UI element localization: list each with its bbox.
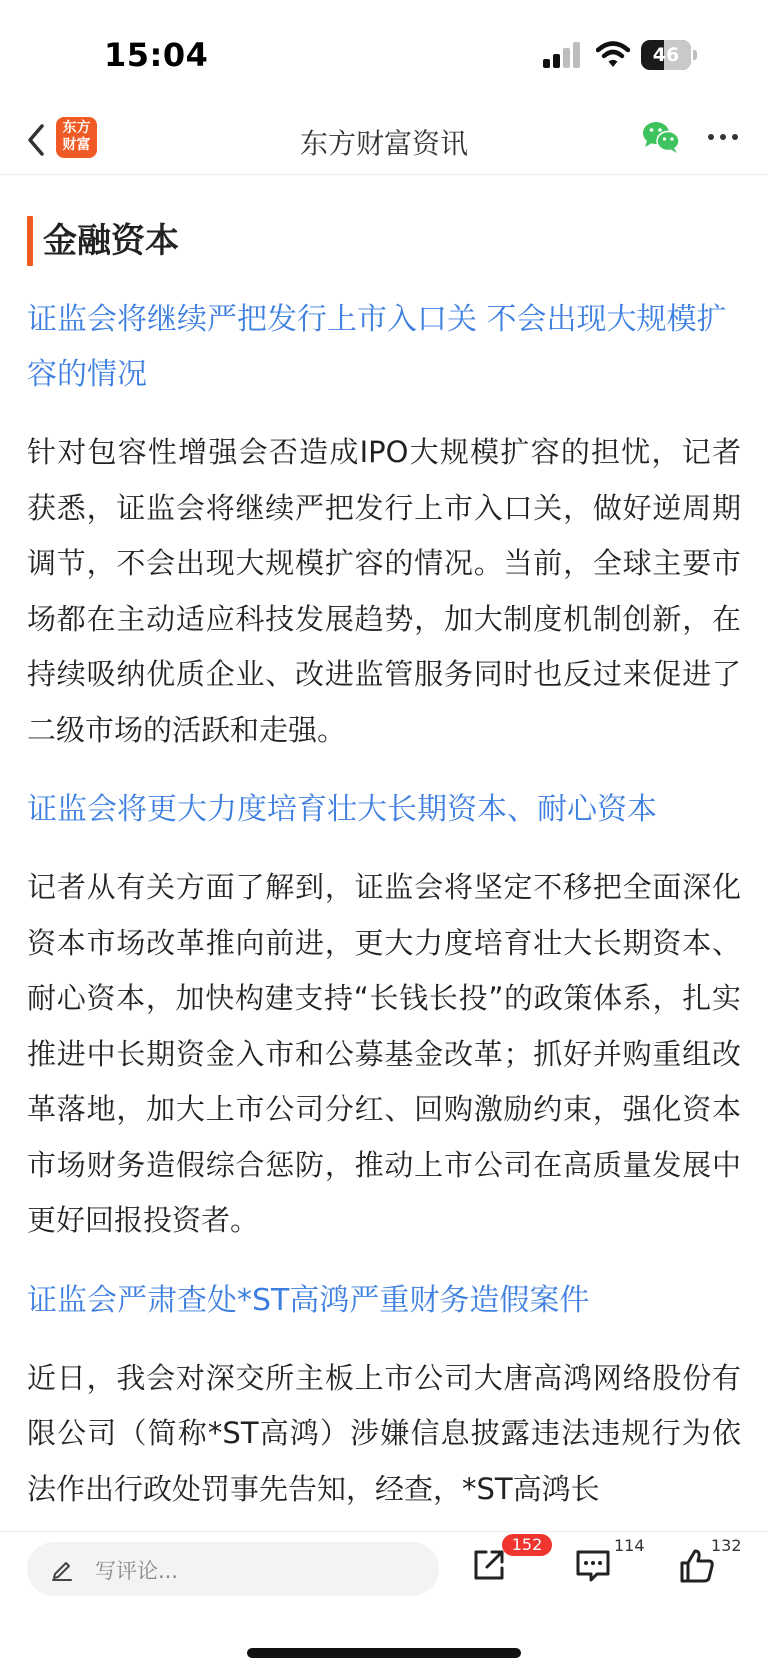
status-time: 15:04 <box>104 36 209 74</box>
battery-level: 46 <box>652 44 680 66</box>
logo-line-2: 财富 <box>62 137 91 153</box>
wifi-icon <box>596 40 630 68</box>
article-paragraph-3: 近日，我会对深交所主板上市公司大唐高鸿网络股份有限公司（简称*ST高鸿）涉嫌信息披露违法违规行为依法作出行政处罚事先告知，经查，*ST高鸿长 <box>27 1360 741 1506</box>
logo-line-1: 东方 <box>62 120 91 136</box>
article-paragraph-1: 针对包容性增强会否造成IPO大规模扩容的担忧，记者获悉，证监会将继续严把发行上市入口关，做好逆周期调节，不会出现大规模扩容的情况。当前，全球主要市场都在主动适应科技发展趋势，加大制度机制创新，在持续吸纳优质企业、改进监管服务同时也反过来促进了二级市场的活跃和走强。 <box>27 435 741 747</box>
comment-count: 114 <box>614 1536 645 1555</box>
article-subhead-2[interactable]: 证监会将更大力度培育壮大长期资本、耐心资本 <box>27 792 657 827</box>
article-subhead-1[interactable]: 证监会将继续严把发行上市入口关 不会出现大规模扩容的情况 <box>27 302 727 392</box>
comment-placeholder: 写评论... <box>95 1559 179 1583</box>
home-indicator <box>247 1648 521 1658</box>
status-bar <box>0 0 768 110</box>
bottom-action-bar <box>0 1531 768 1669</box>
nav-bar <box>0 105 768 175</box>
share-icon[interactable] <box>470 1546 508 1584</box>
comment-input[interactable] <box>27 1542 439 1596</box>
article-body <box>0 176 768 1531</box>
page-title: 东方财富资讯 <box>299 127 468 160</box>
share-count-badge: 152 <box>502 1534 552 1556</box>
section-title: 金融资本 <box>27 214 741 268</box>
article-subhead-3[interactable]: 证监会严肃查处*ST高鸿严重财务造假案件 <box>27 1282 590 1318</box>
article-paragraph-2: 记者从有关方面了解到，证监会将坚定不移把全面深化资本市场改革推向前进，更大力度培育壮大长期资本、耐心资本，加快构建支持“长钱长投”的政策体系，扎实推进中长期资金入市和公募基金改革；抓好并购重组改革落地，加大上市公司分红、回购激励约束，强化资本市场财务造假综合惩防，推动上市公司在高质量发展中更好回报投资者。 <box>27 870 741 1237</box>
wechat-icon[interactable] <box>641 119 681 155</box>
pen-icon <box>49 1556 75 1582</box>
more-dots-icon[interactable] <box>706 127 740 147</box>
like-count: 132 <box>711 1536 742 1555</box>
signal-icon <box>543 42 583 68</box>
battery-icon <box>641 40 697 70</box>
comment-icon[interactable] <box>573 1548 613 1584</box>
